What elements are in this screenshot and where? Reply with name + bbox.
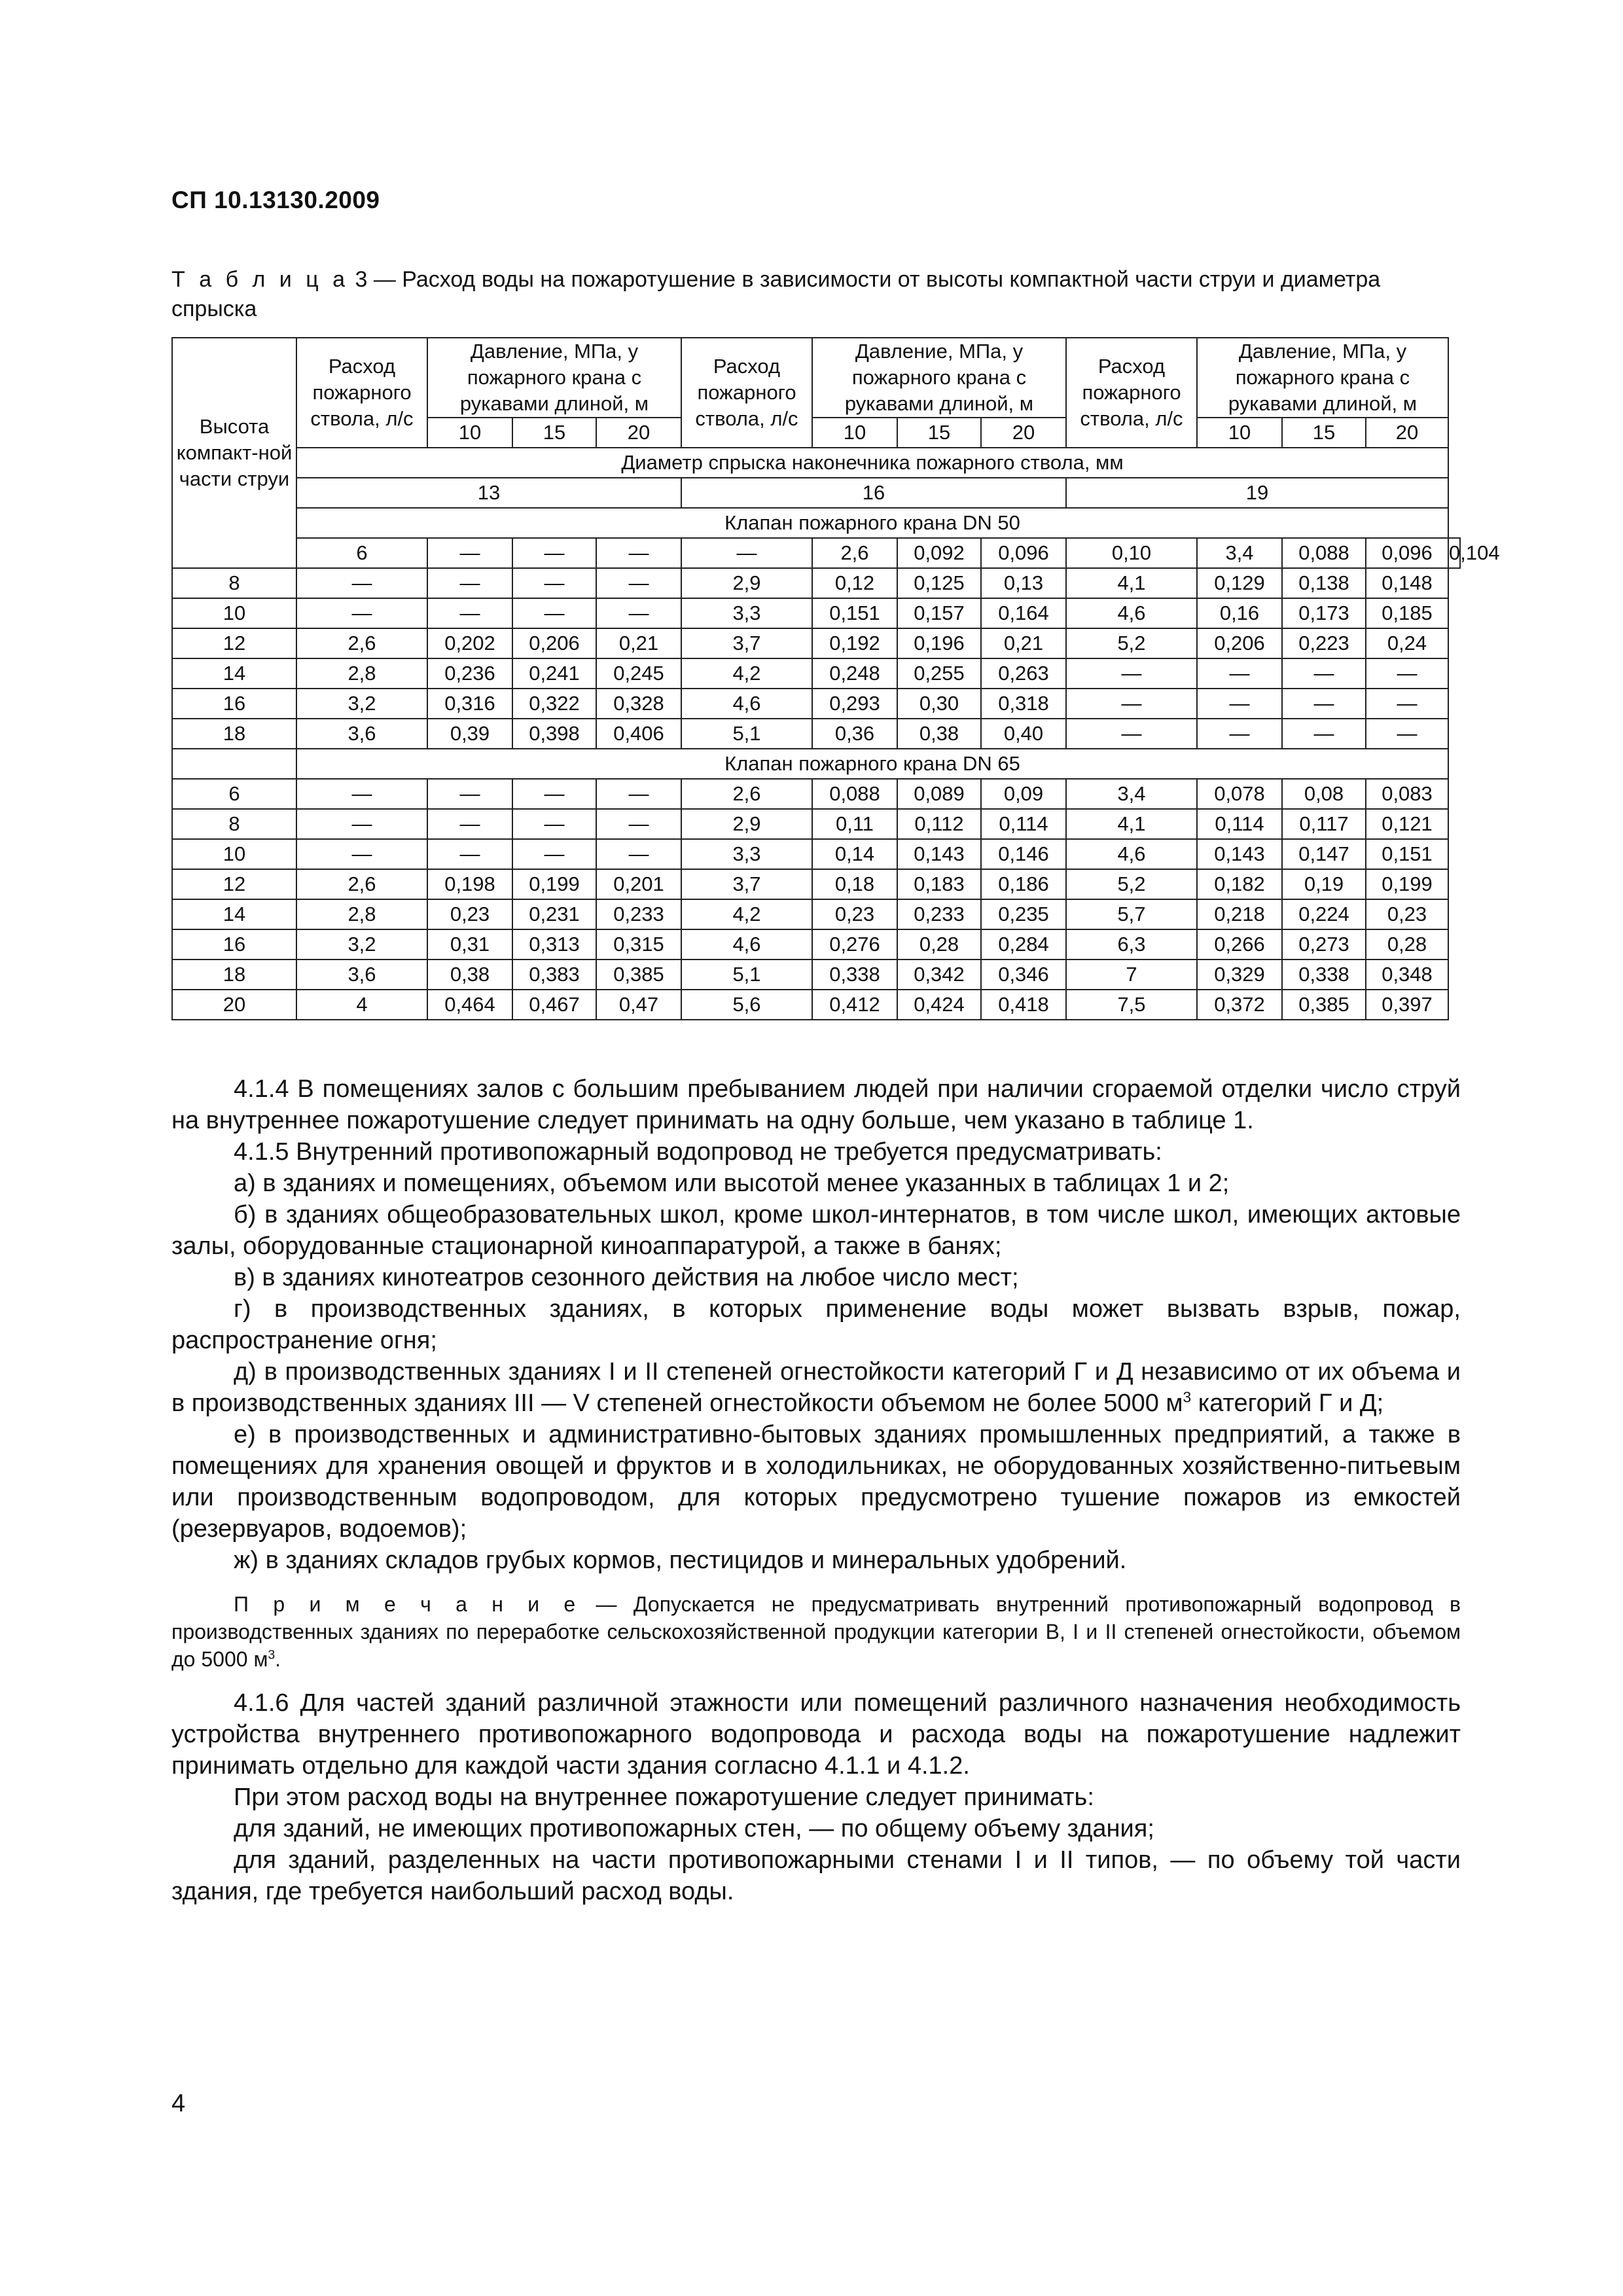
table-cell: 0,202	[427, 628, 512, 658]
table-cell: 2,9	[681, 809, 812, 839]
table-cell: 0,125	[897, 568, 981, 598]
list-item-g: г) в производственных зданиях, в которых применение воды может вызвать взрыв, пожар, распространение огня;	[171, 1295, 1461, 1354]
table-cell: —	[512, 568, 596, 598]
table-cell: 0,346	[981, 960, 1066, 990]
table-cell: 0,129	[1197, 568, 1282, 598]
table-cell: 0,263	[981, 658, 1066, 689]
table-cell: —	[427, 568, 512, 598]
table-cell: 0,096	[981, 538, 1066, 568]
table-cell: —	[596, 598, 681, 628]
table-cell: 0,12	[812, 568, 897, 598]
table-cell: 0,078	[1197, 779, 1282, 809]
table-cell: —	[1197, 658, 1282, 689]
table-cell: 0,383	[512, 960, 596, 990]
table-cell: 0,223	[1282, 628, 1366, 658]
table-cell: 0,313	[512, 929, 596, 960]
table-cell: 0,146	[981, 839, 1066, 869]
table-cell: 0,338	[1282, 960, 1366, 990]
table-cell: 0,089	[897, 779, 981, 809]
table-cell: 0,424	[897, 990, 981, 1020]
header-len: 20	[1366, 418, 1448, 448]
table-cell: 0,224	[1282, 899, 1366, 929]
table-row	[172, 809, 1460, 839]
table-cell: 0,218	[1197, 899, 1282, 929]
header-len: 20	[981, 418, 1066, 448]
section-valve-dn65: Клапан пожарного крана DN 65	[296, 749, 1448, 779]
note-text: — Допускается не предусматривать внутренний противопожарный водопровод в производственных зданиях по переработке сельскохозяйственной продукции категории В, I и II степеней огнестойкости, объемом до 5000 м	[171, 1592, 1461, 1671]
table-cell: 4,2	[681, 899, 812, 929]
table-cell: 0,284	[981, 929, 1066, 960]
table-cell: —	[512, 809, 596, 839]
table-cell: 2,6	[296, 628, 427, 658]
table-cell: 4,2	[681, 658, 812, 689]
table-cell: 0,241	[512, 658, 596, 689]
table-row	[172, 990, 1460, 1020]
table-cell: 0,206	[512, 628, 596, 658]
body-text	[171, 1073, 1461, 1907]
table-cell-height: 12	[172, 628, 296, 658]
header-len: 20	[596, 418, 681, 448]
table-cell: 4,6	[681, 689, 812, 719]
table-cell: 0,231	[512, 899, 596, 929]
table-cell: —	[1366, 719, 1448, 749]
table-cell-height: 8	[172, 809, 296, 839]
table-cell-height: 12	[172, 869, 296, 899]
table-cell: 0,173	[1282, 598, 1366, 628]
table-cell: 2,8	[296, 899, 427, 929]
table-cell: 0,088	[812, 779, 897, 809]
table-cell: 3,2	[296, 689, 427, 719]
table-header-row	[172, 338, 1460, 418]
table-cell: 0,114	[981, 809, 1066, 839]
table-cell: 0,316	[427, 689, 512, 719]
table-cell: 0,192	[812, 628, 897, 658]
table-cell: —	[296, 598, 427, 628]
table-cell-height: 14	[172, 899, 296, 929]
table-cell: 5,2	[1066, 628, 1197, 658]
table-cell: 0,23	[1366, 899, 1448, 929]
table-cell: 0,233	[897, 899, 981, 929]
table-cell: 6,3	[1066, 929, 1197, 960]
table-cell: 0,385	[1282, 990, 1366, 1020]
paragraph-4-1-6: 4.1.6 Для частей зданий различной этажности или помещений различного назначения необходимость устройства внутреннего противопожарного водопровода и расхода воды на пожаротушение надлежит принимать отдельно для каждой части здания согласно 4.1.1 и 4.1.2.	[171, 1689, 1461, 1780]
table-cell: 0,255	[897, 658, 981, 689]
table-row	[172, 779, 1460, 809]
table-cell: 3,7	[681, 869, 812, 899]
table-cell: 0,233	[596, 899, 681, 929]
table-cell: 0,397	[1366, 990, 1448, 1020]
header-flow-19: Расход пожарного ствола, л/с	[1066, 338, 1197, 448]
table-cell: 5,1	[681, 960, 812, 990]
table-cell: 0,08	[1282, 779, 1366, 809]
diameter-13: 13	[296, 478, 681, 508]
table-cell: 4,6	[681, 929, 812, 960]
table-cell: 4,1	[1066, 809, 1197, 839]
table-cell: 0,418	[981, 990, 1066, 1020]
table-cell: 0,11	[812, 809, 897, 839]
table-cell: —	[1282, 719, 1366, 749]
table-cell: 0,183	[897, 869, 981, 899]
table-cell: 0,266	[1197, 929, 1282, 960]
table-cell: 0,338	[812, 960, 897, 990]
list-item-e: е) в производственных и административно-бытовых зданиях промышленных предприятий, а также в помещениях для хранения овощей и фруктов и в холодильниках, не оборудованных хозяйственно-питьевым или производственным водопроводом, для которых предусмотрено тушение пожаров из емкостей (резервуаров, водоемов);	[171, 1421, 1461, 1543]
table-cell: 2,9	[681, 568, 812, 598]
table-cell: 0,24	[1366, 628, 1448, 658]
table-caption	[171, 265, 1461, 324]
table-cell: 0,28	[1366, 929, 1448, 960]
list-item-d	[171, 1356, 1461, 1419]
table-cell: 0,38	[897, 719, 981, 749]
table-cell: 0,198	[427, 869, 512, 899]
header-len: 15	[1282, 418, 1366, 448]
table-cell: 0,112	[897, 809, 981, 839]
table-cell: 0,14	[812, 839, 897, 869]
table-row	[172, 869, 1460, 899]
header-len: 10	[427, 418, 512, 448]
table-cell: 0,236	[427, 658, 512, 689]
table-cell: 0,348	[1366, 960, 1448, 990]
table-cell: 0,196	[897, 628, 981, 658]
table-cell: 5,2	[1066, 869, 1197, 899]
list-item-d-end: категорий Г и Д;	[1191, 1390, 1384, 1417]
table-cell-blank	[172, 749, 296, 779]
table-cell: —	[1366, 689, 1448, 719]
table-cell: —	[427, 538, 512, 568]
document-code: СП 10.13130.2009	[171, 187, 380, 213]
table-cell: 3,3	[681, 839, 812, 869]
table-row	[172, 568, 1460, 598]
table-cell: 0,385	[596, 960, 681, 990]
table-cell: 3,6	[296, 719, 427, 749]
table-cell: 5,1	[681, 719, 812, 749]
table-row	[172, 538, 1460, 568]
table-cell: 7	[1066, 960, 1197, 990]
table-cell: —	[427, 809, 512, 839]
table-cell: 0,199	[1366, 869, 1448, 899]
table-cell-height: 6	[172, 779, 296, 809]
table-cell: 0,38	[427, 960, 512, 990]
table-cell: 0,201	[596, 869, 681, 899]
table-valve50-row	[172, 508, 1460, 538]
diameter-19: 19	[1066, 478, 1448, 508]
table-cell: 0,467	[512, 990, 596, 1020]
paragraph-4-1-4: 4.1.4 В помещениях залов с большим пребыванием людей при наличии сгораемой отделки число струй на внутреннее пожаротушение следует принимать на одну больше, чем указано в таблице 1.	[171, 1075, 1461, 1134]
header-nozzle-diameter: Диаметр спрыска наконечника пожарного ствола, мм	[296, 448, 1448, 478]
table-cell: 0,36	[812, 719, 897, 749]
list-item-zh: ж) в зданиях складов грубых кормов, пестицидов и минеральных удобрений.	[234, 1547, 1127, 1574]
table-cell: 0,328	[596, 689, 681, 719]
table-cell: 0,372	[1197, 990, 1282, 1020]
table-cell: 0,117	[1282, 809, 1366, 839]
table-cell: 0,398	[512, 719, 596, 749]
table-cell: —	[427, 839, 512, 869]
table-cell: 0,10	[1066, 538, 1197, 568]
section-valve-dn50: Клапан пожарного крана DN 50	[296, 508, 1448, 538]
table-cell: —	[296, 568, 427, 598]
page-number: 4	[171, 2090, 186, 2117]
table-cell: 0,199	[512, 869, 596, 899]
table-row	[172, 960, 1460, 990]
table-cell-height: 20	[172, 990, 296, 1020]
table-cell: 0,47	[596, 990, 681, 1020]
header-len: 15	[897, 418, 981, 448]
table-cell: 0,248	[812, 658, 897, 689]
table-cell: —	[1282, 689, 1366, 719]
table-cell: —	[681, 538, 812, 568]
table-cell-height: 10	[172, 839, 296, 869]
table-cell: 4,6	[1066, 598, 1197, 628]
note	[171, 1590, 1461, 1673]
table-cell: 0,412	[812, 990, 897, 1020]
table-cell: 0,23	[427, 899, 512, 929]
superscript: 3	[268, 1648, 276, 1662]
table-cell: 0,151	[812, 598, 897, 628]
paragraph-firewalls: для зданий, разделенных на части противопожарными стенами I и II типов, — по объему той части здания, где требуется наибольший расход воды.	[171, 1846, 1461, 1905]
note-end: .	[275, 1647, 281, 1671]
table-cell: —	[1066, 689, 1197, 719]
diameter-16: 16	[681, 478, 1066, 508]
table-cell: 0,18	[812, 869, 897, 899]
header-jet-height: Высота компакт-ной части струи	[172, 338, 296, 568]
table-cell: 0,13	[981, 568, 1066, 598]
list-item-v: в) в зданиях кинотеатров сезонного действия на любое число мест;	[234, 1264, 1019, 1291]
table-row	[172, 658, 1460, 689]
paragraph-no-firewalls: для зданий, не имеющих противопожарных стен, — по общему объему здания;	[234, 1815, 1154, 1842]
table-cell: 3,2	[296, 929, 427, 960]
table-row	[172, 839, 1460, 869]
table-cell: 0,092	[897, 538, 981, 568]
table-cell: 0,186	[981, 869, 1066, 899]
header-pressure-16: Давление, МПа, у пожарного крана с рукавами длиной, м	[812, 338, 1066, 418]
table-cell: —	[427, 598, 512, 628]
table-cell: 0,245	[596, 658, 681, 689]
table-cell: —	[1066, 719, 1197, 749]
table-cell: 0,28	[897, 929, 981, 960]
header-len: 10	[1197, 418, 1282, 448]
table-caption-text: 3 — Расход воды на пожаротушение в зависимости от высоты компактной части струи и диаметра спрыска	[171, 267, 1381, 321]
table-cell: 3,6	[296, 960, 427, 990]
table-cell: 7,5	[1066, 990, 1197, 1020]
table-cell: —	[596, 538, 681, 568]
table-cell: 0,151	[1366, 839, 1448, 869]
table-cell: 0,235	[981, 899, 1066, 929]
table-cell: 0,39	[427, 719, 512, 749]
table-cell: 0,318	[981, 689, 1066, 719]
table-cell: 0,31	[427, 929, 512, 960]
table-cell: 0,276	[812, 929, 897, 960]
table-diameter-header-row	[172, 448, 1460, 478]
table-cell: 3,4	[1066, 779, 1197, 809]
table-cell: 0,09	[981, 779, 1066, 809]
table-cell: 0,182	[1197, 869, 1282, 899]
table-cell: 0,406	[596, 719, 681, 749]
header-flow-13: Расход пожарного ствола, л/с	[296, 338, 427, 448]
table-cell: —	[1282, 658, 1366, 689]
table-cell: —	[296, 779, 427, 809]
table-cell: 0,083	[1366, 779, 1448, 809]
table-cell: 0,147	[1282, 839, 1366, 869]
table-cell: —	[296, 839, 427, 869]
table-diameter-values-row	[172, 478, 1460, 508]
table-cell: 0,322	[512, 689, 596, 719]
table-row	[172, 598, 1460, 628]
table-cell: 0,185	[1366, 598, 1448, 628]
list-item-d-text: д) в производственных зданиях I и II степеней огнестойкости категорий Г и Д независимо от их объема и в производственных зданиях III — V степеней огнестойкости объемом не более 5000 м	[171, 1358, 1461, 1417]
table-cell: 0,143	[897, 839, 981, 869]
table-cell: 0,21	[596, 628, 681, 658]
table-cell: 0,21	[981, 628, 1066, 658]
table-cell: —	[596, 809, 681, 839]
table-cell: —	[512, 779, 596, 809]
table-cell: —	[512, 538, 596, 568]
table-cell: 0,30	[897, 689, 981, 719]
table-cell: —	[1197, 689, 1282, 719]
table-cell: 0,121	[1366, 809, 1448, 839]
table-valve65-row	[172, 749, 1460, 779]
table-cell: —	[1066, 658, 1197, 689]
table-cell: 0,104	[1448, 538, 1460, 568]
header-pressure-13: Давление, МПа, у пожарного крана с рукавами длиной, м	[427, 338, 681, 418]
table-cell: 0,206	[1197, 628, 1282, 658]
table-cell: 0,088	[1282, 538, 1366, 568]
table-cell-height: 10	[172, 598, 296, 628]
list-item-b: б) в зданиях общеобразовательных школ, кроме школ-интернатов, в том числе школ, имеющих актовые залы, оборудованные стационарной киноаппаратурой, а также в банях;	[171, 1201, 1461, 1260]
header-len: 10	[812, 418, 897, 448]
paragraph-pri-etom: При этом расход воды на внутреннее пожаротушение следует принимать:	[234, 1784, 1094, 1811]
header-pressure-19: Давление, МПа, у пожарного крана с рукавами длиной, м	[1197, 338, 1448, 418]
table-cell: 0,293	[812, 689, 897, 719]
table-cell: 0,114	[1197, 809, 1282, 839]
table-caption-prefix: Т а б л и ц а	[171, 267, 349, 292]
table-cell: 4,1	[1066, 568, 1197, 598]
table-cell: 4	[296, 990, 427, 1020]
table-cell: —	[427, 779, 512, 809]
table-cell: 0,16	[1197, 598, 1282, 628]
table-cell: 3,4	[1197, 538, 1282, 568]
table-row	[172, 628, 1460, 658]
note-label: П р и м е ч а н и е	[234, 1592, 580, 1616]
table-cell: —	[596, 568, 681, 598]
table-cell: 0,315	[596, 929, 681, 960]
table-cell-height: 16	[172, 929, 296, 960]
table-cell: 0,464	[427, 990, 512, 1020]
table-cell: 0,148	[1366, 568, 1448, 598]
table-cell: 0,143	[1197, 839, 1282, 869]
table-cell: —	[1197, 719, 1282, 749]
table-cell: 0,164	[981, 598, 1066, 628]
table-cell: 3,3	[681, 598, 812, 628]
table-cell: 0,096	[1366, 538, 1448, 568]
table-cell: —	[512, 598, 596, 628]
table-cell: 0,342	[897, 960, 981, 990]
table-cell: —	[596, 839, 681, 869]
list-item-a: а) в зданиях и помещениях, объемом или высотой менее указанных в таблицах 1 и 2;	[234, 1170, 1230, 1197]
paragraph-4-1-5: 4.1.5 Внутренний противопожарный водопровод не требуется предусматривать:	[234, 1138, 1162, 1166]
table-cell-height: 6	[296, 538, 427, 568]
table-cell: —	[296, 809, 427, 839]
table-cell: 2,8	[296, 658, 427, 689]
table-cell: —	[1366, 658, 1448, 689]
table-cell: 2,6	[296, 869, 427, 899]
table-cell-height: 14	[172, 658, 296, 689]
table-row	[172, 689, 1460, 719]
water-flow-table	[171, 337, 1500, 1020]
superscript: 3	[1183, 1388, 1192, 1406]
table-cell: 5,6	[681, 990, 812, 1020]
table-cell: 0,40	[981, 719, 1066, 749]
table-cell: 0,157	[897, 598, 981, 628]
table-cell-height: 18	[172, 719, 296, 749]
table-cell-height: 18	[172, 960, 296, 990]
table-cell-height: 8	[172, 568, 296, 598]
table-cell: 0,273	[1282, 929, 1366, 960]
table-row	[172, 899, 1460, 929]
header-len: 15	[512, 418, 596, 448]
header-flow-16: Расход пожарного ствола, л/с	[681, 338, 812, 448]
table-cell-height: 16	[172, 689, 296, 719]
table-row	[172, 929, 1460, 960]
table-cell: —	[596, 779, 681, 809]
table-row	[172, 719, 1460, 749]
table-cell: 3,7	[681, 628, 812, 658]
table-cell: 4,6	[1066, 839, 1197, 869]
table-cell: 2,6	[681, 779, 812, 809]
table-cell: 2,6	[812, 538, 897, 568]
table-cell: 0,138	[1282, 568, 1366, 598]
table-cell: 0,329	[1197, 960, 1282, 990]
table-cell: —	[512, 839, 596, 869]
table-cell: 0,19	[1282, 869, 1366, 899]
table-cell: 5,7	[1066, 899, 1197, 929]
table-cell: 0,23	[812, 899, 897, 929]
